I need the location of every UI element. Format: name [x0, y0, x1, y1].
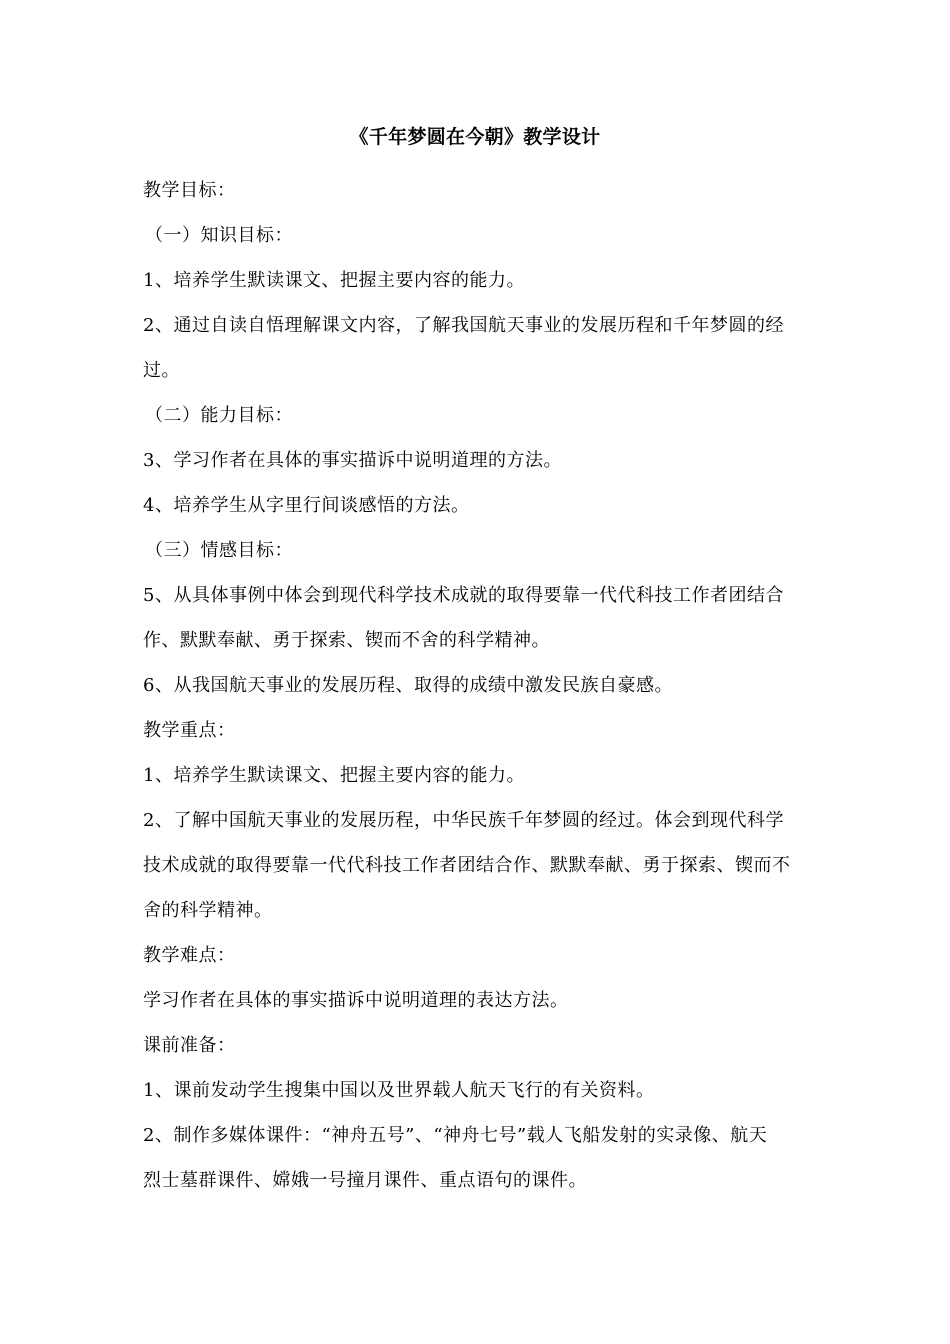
goal-line-6: 6、从我国航天事业的发展历程、取得的成绩中激发民族自豪感。 [143, 675, 673, 696]
key-point-line-2a: 2、了解中国航天事业的发展历程，中华民族千年梦圆的经过。体会到现代科学 [143, 810, 784, 831]
preparation-line-1: 1、课前发动学生搜集中国以及世界载人航天飞行的有关资料。 [143, 1080, 655, 1101]
subheading-emotion-goals: （三）情感目标： [145, 540, 293, 561]
goal-line-5b: 作、默默奉献、勇于探索、锲而不舍的科学精神。 [143, 630, 550, 651]
goal-line-5a: 5、从具体事例中体会到现代科学技术成就的取得要靠一代代科技工作者团结合 [143, 585, 784, 606]
goal-line-1: 1、培养学生默读课文、把握主要内容的能力。 [143, 270, 525, 291]
key-point-line-2c: 舍的科学精神。 [143, 900, 273, 921]
section-heading-teaching-goals: 教学目标： [143, 180, 236, 201]
goal-line-2b: 过。 [143, 360, 180, 381]
goal-line-4: 4、培养学生从字里行间谈感悟的方法。 [143, 495, 470, 516]
preparation-line-2a: 2、制作多媒体课件：“神舟五号”、“神舟七号”载人飞船发射的实录像、航天 [143, 1125, 768, 1146]
preparation-line-2b: 烈士墓群课件、嫦娥一号撞月课件、重点语句的课件。 [143, 1170, 587, 1191]
difficulty-line: 学习作者在具体的事实描诉中说明道理的表达方法。 [143, 990, 569, 1011]
subheading-knowledge-goals: （一）知识目标： [145, 225, 293, 246]
subheading-ability-goals: （二）能力目标： [145, 405, 293, 426]
section-heading-preparation: 课前准备： [143, 1035, 236, 1056]
section-heading-key-points: 教学重点： [143, 720, 236, 741]
document-body [143, 168, 811, 1203]
key-point-line-1: 1、培养学生默读课文、把握主要内容的能力。 [143, 765, 525, 786]
key-point-line-2b: 技术成就的取得要靠一代代科技工作者团结合作、默默奉献、勇于探索、锲而不 [143, 855, 791, 876]
goal-line-2a: 2、通过自读自悟理解课文内容，了解我国航天事业的发展历程和千年梦圆的经 [143, 315, 784, 336]
goal-line-3: 3、学习作者在具体的事实描诉中说明道理的方法。 [143, 450, 562, 471]
document-title: 《千年梦圆在今朝》教学设计 [349, 126, 601, 148]
section-heading-difficulties: 教学难点： [143, 945, 236, 966]
